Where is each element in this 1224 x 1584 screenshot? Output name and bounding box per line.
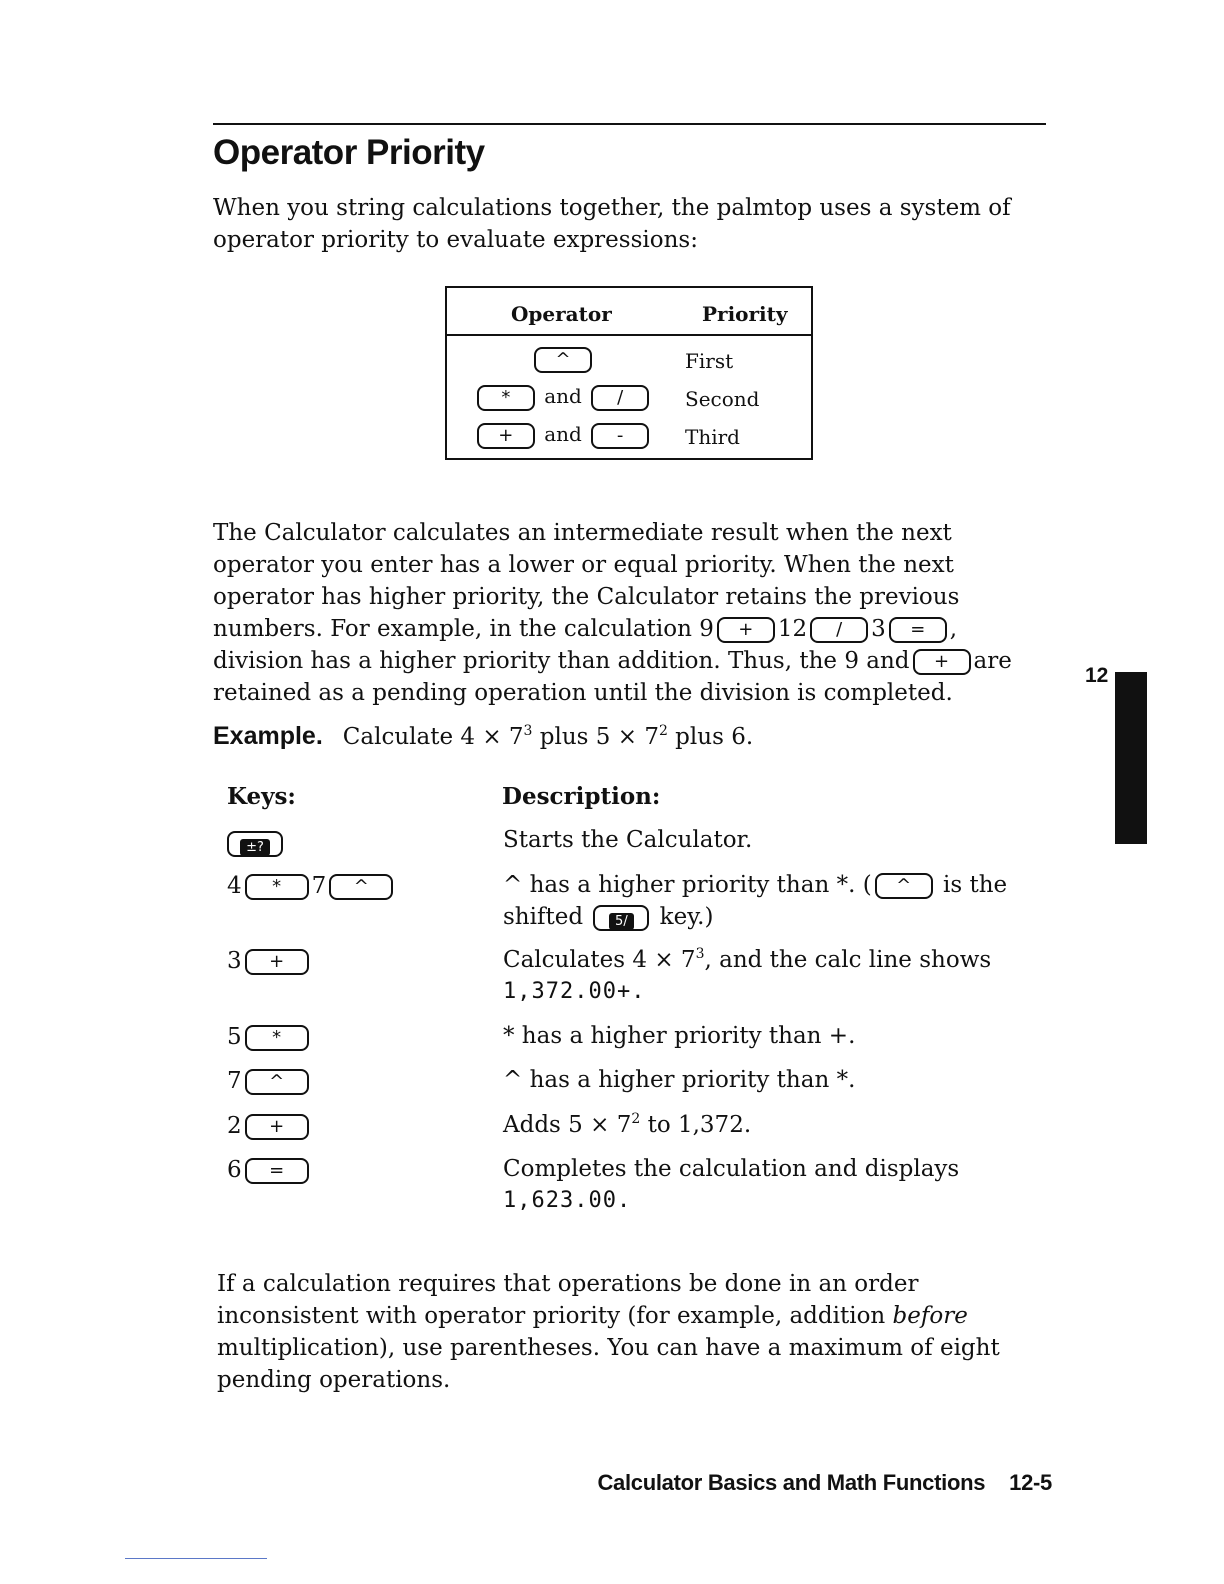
description-header: Description: xyxy=(502,783,661,810)
footer-title: Calculator Basics and Math Functions xyxy=(597,1470,986,1495)
shift-key-glyph: 5/ xyxy=(609,913,634,930)
page-title: Operator Priority xyxy=(213,133,485,172)
multiply-key-icon: * xyxy=(245,874,309,900)
step-keys xyxy=(227,1068,312,1095)
step-description: Starts the Calculator. xyxy=(503,827,753,853)
multiply-key-icon: * xyxy=(477,385,535,411)
col-priority-header: Priority xyxy=(702,302,788,326)
desc-text: shifted xyxy=(503,904,584,930)
para2-line-5 xyxy=(213,645,1048,677)
desc-text: Calculates 4 × 7 xyxy=(503,947,696,973)
para2-text: division has a higher priority than addition. Thus, the 9 and xyxy=(213,648,910,674)
shift-key-icon xyxy=(593,905,649,931)
calculator-app-key-icon xyxy=(227,831,283,857)
desc-text: to 1,372. xyxy=(640,1112,752,1138)
step-description xyxy=(503,869,1033,933)
example-heading xyxy=(213,722,753,751)
priority-second: Second xyxy=(685,387,760,411)
para2-text: 12 xyxy=(777,616,808,642)
exponent: 3 xyxy=(695,946,705,962)
step-number: 7 xyxy=(227,1068,242,1094)
chapter-tab-marker xyxy=(1115,672,1147,844)
table-header xyxy=(447,288,811,336)
caret-key-icon: ^ xyxy=(534,347,592,373)
desc-text: , and the calc line shows xyxy=(704,947,992,973)
step-keys xyxy=(227,873,396,900)
step-keys xyxy=(227,830,286,857)
equals-key-icon: = xyxy=(889,617,947,643)
table-row xyxy=(447,384,811,420)
caret-key-icon: ^ xyxy=(875,873,933,899)
page-footer xyxy=(597,1470,1052,1496)
step-keys xyxy=(227,1024,312,1051)
para2-line-1: The Calculator calculates an intermediate result when the next xyxy=(213,520,952,546)
para3-line-3: multiplication), use parentheses. You can have a maximum of eight xyxy=(217,1335,1000,1361)
step-number: 7 xyxy=(311,873,327,899)
step-description xyxy=(503,1153,1033,1217)
plus-key-icon: + xyxy=(245,949,309,975)
priority-explanation-paragraph xyxy=(213,517,1048,709)
para2-line-2: operator you enter has a lower or equal priority. When the next xyxy=(213,552,954,578)
operator-priority-table xyxy=(445,286,813,460)
intro-paragraph xyxy=(213,192,1043,256)
calculator-key-glyph: ±? xyxy=(240,839,270,856)
para2-text: are xyxy=(973,648,1012,674)
para3-emphasis: before xyxy=(892,1303,968,1329)
para2-line-3: operator has higher priority, the Calculator retains the previous xyxy=(213,584,960,610)
calc-line-display: 1,623.00. xyxy=(503,1188,632,1213)
intro-line-2: operator priority to evaluate expressions: xyxy=(213,227,698,253)
and-label: and xyxy=(544,384,582,408)
step-description: * has a higher priority than +. xyxy=(503,1023,856,1049)
example-text: plus 6. xyxy=(667,724,754,750)
page-number: 12-5 xyxy=(1009,1470,1052,1495)
minus-key-icon: - xyxy=(591,423,649,449)
step-keys xyxy=(227,948,312,975)
keys-header: Keys: xyxy=(227,783,296,810)
plus-key-icon: + xyxy=(913,649,971,675)
step-number: 5 xyxy=(227,1024,242,1050)
divide-key-icon: / xyxy=(810,617,868,643)
plus-key-icon: + xyxy=(717,617,775,643)
step-number: 6 xyxy=(227,1157,242,1183)
para2-line-6: retained as a pending operation until the division is completed. xyxy=(213,680,953,706)
para3-line-1: If a calculation requires that operations be done in an order xyxy=(217,1271,919,1297)
bottom-edge-line xyxy=(125,1558,267,1559)
intro-line-1: When you string calculations together, the palmtop uses a system of xyxy=(213,195,1011,221)
divide-key-icon: / xyxy=(591,385,649,411)
example-text: Calculate 4 × 7 xyxy=(342,724,524,750)
plus-key-icon: + xyxy=(245,1114,309,1140)
equals-key-icon: = xyxy=(245,1158,309,1184)
chapter-tab-number: 12 xyxy=(1085,664,1109,687)
caret-key-icon: ^ xyxy=(329,874,393,900)
para3-text: inconsistent with operator priority (for example, addition xyxy=(217,1303,893,1329)
example-label: Example. xyxy=(213,722,323,750)
and-label: and xyxy=(544,422,582,446)
example-text: plus 5 × 7 xyxy=(532,724,659,750)
step-number: 4 xyxy=(227,873,242,899)
para3-line-2 xyxy=(217,1300,1047,1332)
exponent: 3 xyxy=(523,723,533,739)
plus-key-icon: + xyxy=(477,423,535,449)
desc-text: Adds 5 × 7 xyxy=(503,1112,632,1138)
step-description xyxy=(503,944,1033,1008)
top-rule xyxy=(213,123,1046,125)
para2-text: , xyxy=(949,616,958,642)
table-row xyxy=(447,346,811,382)
multiply-key-icon: * xyxy=(245,1025,309,1051)
desc-text: Completes the calculation and displays xyxy=(503,1156,960,1182)
step-number: 2 xyxy=(227,1113,242,1139)
para3-line-4: pending operations. xyxy=(217,1367,451,1393)
para2-text: numbers. For example, in the calculation 9 xyxy=(213,616,714,642)
step-description: ^ has a higher priority than *. xyxy=(503,1067,856,1093)
parentheses-paragraph xyxy=(217,1268,1047,1396)
desc-text: ^ has a higher priority than *. ( xyxy=(503,872,872,898)
desc-text: key.) xyxy=(652,904,714,930)
step-keys xyxy=(227,1157,312,1184)
step-keys xyxy=(227,1113,312,1140)
calc-line-display: 1,372.00+. xyxy=(503,979,646,1004)
para2-line-4 xyxy=(213,613,1048,645)
desc-text: is the xyxy=(935,872,1008,898)
col-operator-header: Operator xyxy=(511,302,612,326)
exponent: 2 xyxy=(631,1111,641,1127)
caret-key-icon: ^ xyxy=(245,1069,309,1095)
step-number: 3 xyxy=(227,948,242,974)
priority-first: First xyxy=(685,349,734,373)
para2-text: 3 xyxy=(871,616,886,642)
exponent: 2 xyxy=(658,723,668,739)
priority-third: Third xyxy=(685,425,740,449)
table-row xyxy=(447,422,811,458)
step-description xyxy=(503,1109,1033,1141)
